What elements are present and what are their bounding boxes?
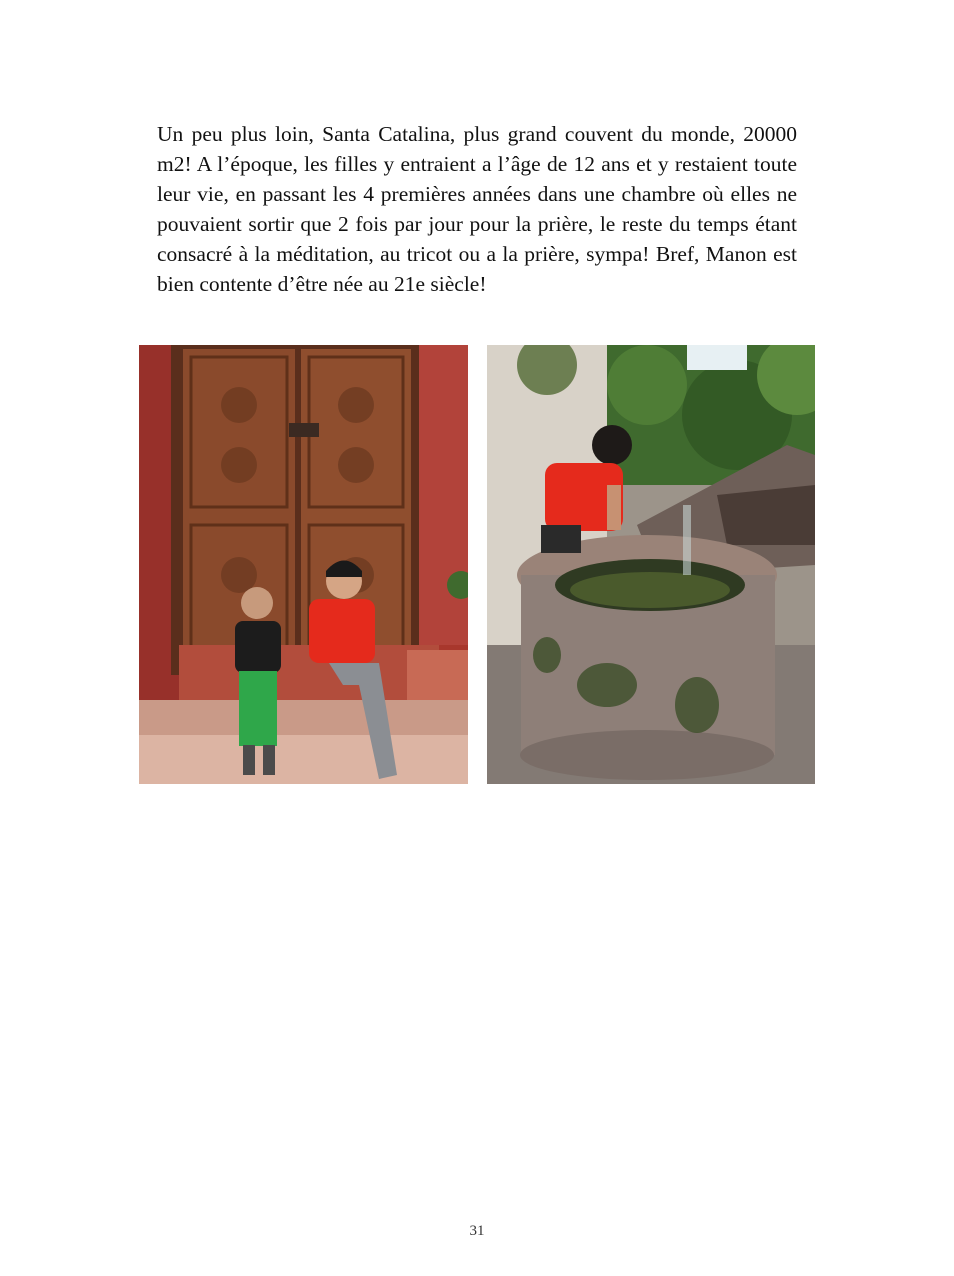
page-number: 31 <box>469 1223 485 1239</box>
body-paragraph: Un peu plus loin, Santa Catalina, plus grand couvent du monde, 20000 m2! A l’époque, les filles y entraient a l’âge de 12 ans et y restaient toute leur vie, en passant les 4 premières années dans une chambre où elles ne pouvaient sortir que 2 fois par jour pour la prière, le reste du temps étant consacré à la méditation, au tricot ou a la prière, sympa! Bref, Manon est bien contente d’être née au 21e siècle! <box>157 122 797 296</box>
photo-children-door <box>139 345 468 784</box>
photo-boy-fountain <box>487 345 815 784</box>
